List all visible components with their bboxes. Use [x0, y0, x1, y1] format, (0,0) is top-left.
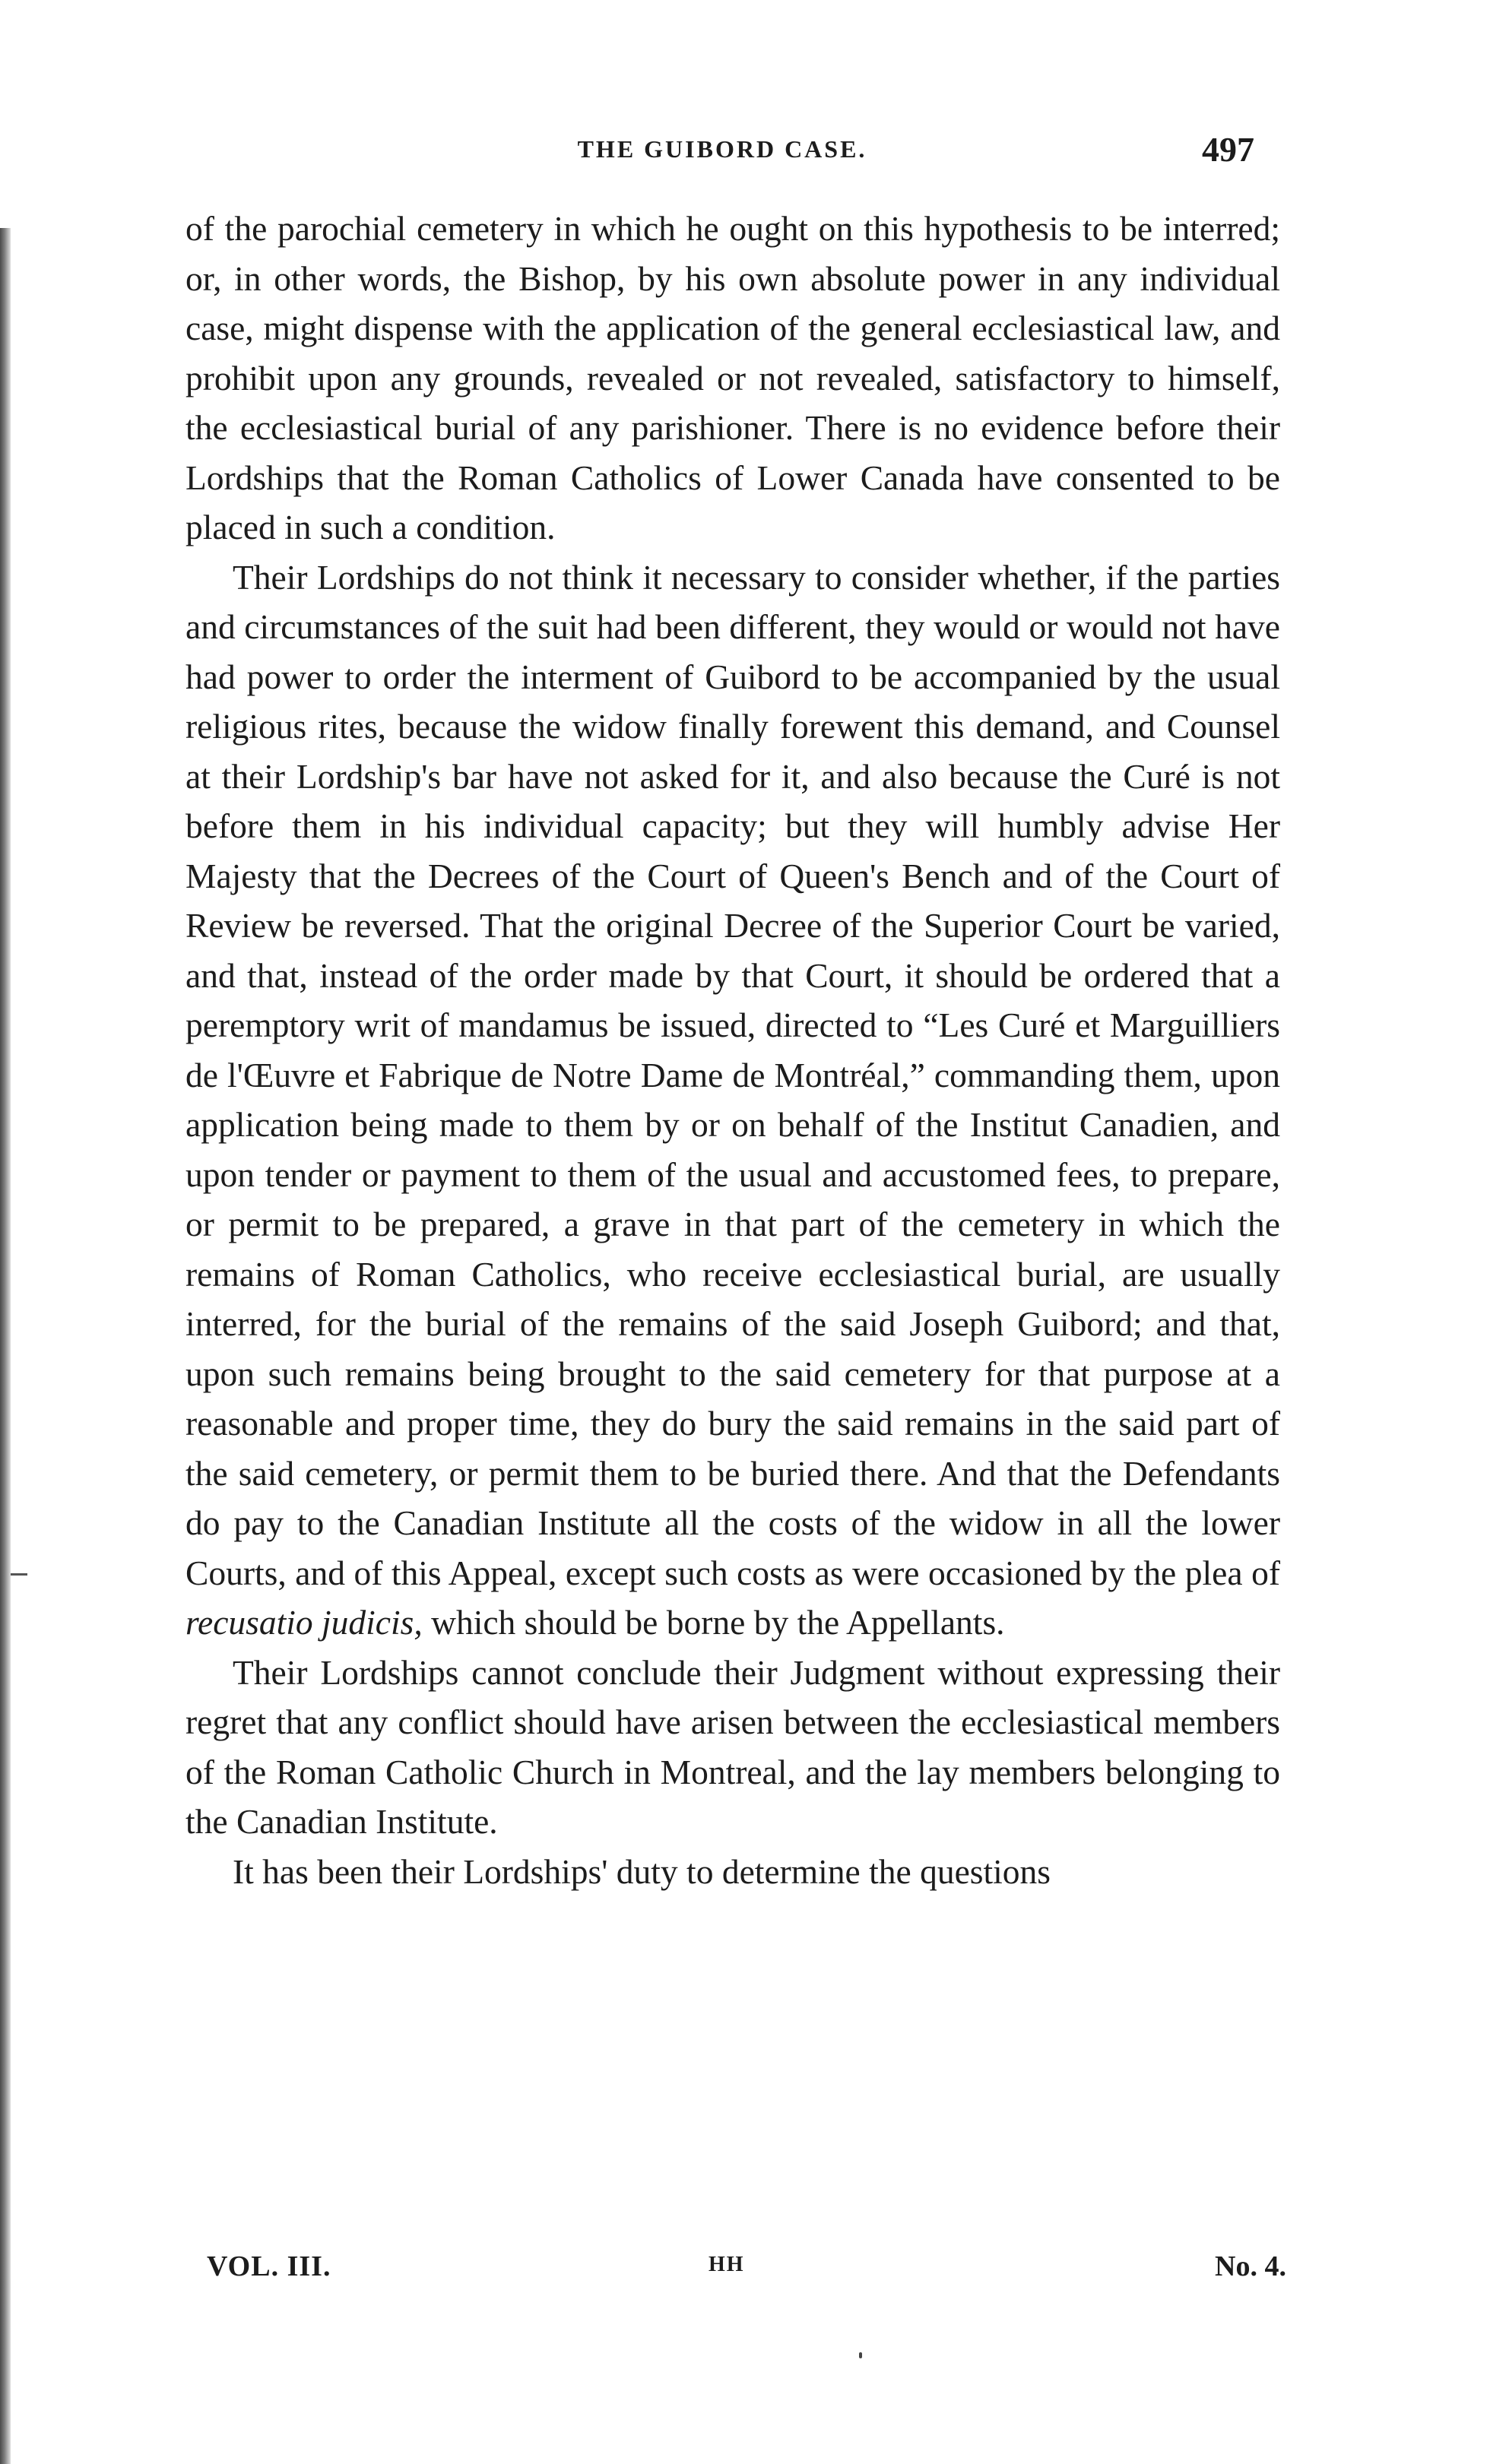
paragraph-continuation: of the parochial cemetery in which he ought on this hypothesis to be interred; or, in other words, the Bishop, by his own absolute power in any individual case, might dispense with the application of the general ecclesiastical law, and prohibit upon any grounds, revealed or not revealed, satisfactory to himself, the ecclesiastical burial of any parishioner. There is no evidence before their Lordships that the Roman Catholics of Lower Canada have consented to be placed in such a condition.	[185, 209, 1280, 546]
paragraph-decree	[185, 553, 1280, 1648]
body-text	[185, 204, 1280, 1896]
page-footer	[207, 2250, 1286, 2288]
decree-text-end: which should be borne by the Appellants.	[422, 1603, 1005, 1642]
signature-mark: HH	[709, 2253, 745, 2276]
ink-speck	[859, 2352, 862, 2358]
latin-term: recusatio judicis,	[185, 1603, 423, 1642]
paragraph-duty: It has been their Lordships' duty to determine the questions	[233, 1851, 1051, 1891]
decree-text: Their Lordships do not think it necessary to consider whether, if the parties and circumstances of the suit had been different, they would or would not have had power to order the interment of Guibord to be accompanied by the usual religious rites, because the widow finally forewent this demand, and Counsel at their Lordship's bar have not asked for it, and also because the Curé is not before them in his individual capacity; but they will humbly advise Her Majesty that the Decrees of the Court of Queen's Bench and of the Court of Review be reversed. That the original Decree of the Superior Court be varied, and that, instead of the order made by that Court, it should be ordered that a peremptory writ of mandamus be issued, directed to “Les Curé et Marguilliers de l'Œuvre et Fabrique de Notre Dame de Montréal,” commanding them, upon application being made to them by or on behalf of the Institut Canadien, and upon tender or payment to them of the usual and accustomed fees, to prepare, or permit to be prepared, a grave in that part of the cemetery in which the remains of Roman Catholics, who receive ecclesiastical burial, are usually interred, for the burial of the remains of the said Joseph Guibord; and that, upon such remains being brought to the said cemetery for that purpose at a reasonable and proper time, they do bury the said remains in the said part of the said cemetery, or permit them to be buried there. And that the Defendants do pay to the Canadian Institute all the costs of the widow in all the lower Courts, and of this Appeal, except such costs as were occasioned by the plea of	[185, 557, 1280, 1592]
gutter-mark	[11, 1573, 27, 1576]
issue-number: No. 4.	[1215, 2250, 1286, 2282]
paragraph-regret: Their Lordships cannot conclude their Judgment without expressing their regret that any conflict should have arisen between the ecclesiastical members of the Roman Catholic Church in Montreal, and the lay members belonging to the Canadian Institute.	[185, 1652, 1280, 1841]
volume-label: VOL. III.	[207, 2250, 331, 2282]
scan-binding-edge	[0, 228, 11, 2464]
running-title: THE GUIBORD CASE.	[577, 135, 867, 163]
page-number: 497	[1202, 130, 1254, 169]
page-header	[182, 129, 1262, 175]
